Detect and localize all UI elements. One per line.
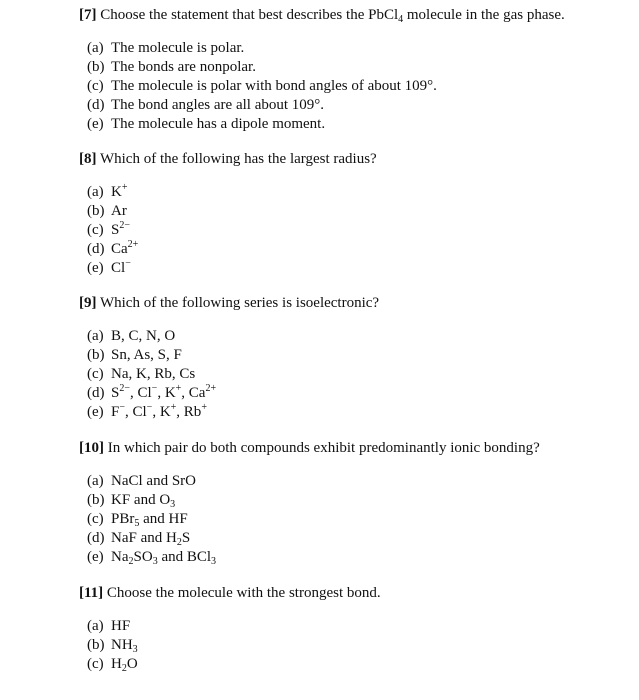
option-e: [87, 403, 216, 422]
question-text: In which pair do both compounds exhibit predominantly ionic bonding?: [107, 440, 540, 456]
option-b: [87, 202, 138, 221]
option-text: Na, K, Rb, Cs: [111, 366, 196, 382]
option-c: [87, 510, 216, 529]
option-text: NaF and $H_2S$: [111, 530, 191, 548]
option-letter: (b): [87, 59, 105, 75]
option-text: NaCl and SrO: [111, 473, 196, 489]
option-letter: (e): [87, 260, 104, 276]
option-letter: (a): [87, 40, 104, 56]
option-b: [87, 346, 216, 365]
option-text: Sn, As, S, F: [111, 347, 182, 363]
question-text: Which of the following series is isoelectronic?: [99, 295, 380, 311]
option-letter: (d): [87, 530, 105, 546]
option-text: F−, Cl−, K+, Rb+: [111, 402, 207, 420]
option-d: [87, 240, 138, 259]
option-text: B, C, N, O: [111, 328, 176, 344]
option-a: [87, 472, 216, 491]
option-text: The bond angles are all about 109°.: [111, 97, 325, 113]
option-text: $S^{2-}$: [111, 220, 130, 238]
question-number: [11]: [79, 585, 104, 601]
option-text: KF and $O_3$: [111, 492, 176, 510]
option-letter: (a): [87, 184, 104, 200]
option-letter: (b): [87, 637, 105, 653]
option-letter: (c): [87, 511, 104, 527]
option-a: [87, 327, 216, 346]
question-number: [10]: [79, 440, 104, 456]
options-list: [87, 39, 437, 134]
options-list: [87, 183, 138, 278]
option-letter: (a): [87, 473, 104, 489]
option-b: [87, 58, 437, 77]
question-number: [9]: [79, 295, 97, 311]
options-list: [87, 617, 138, 674]
option-letter: (e): [87, 116, 104, 132]
option-text: $S^{2-}$, Cl−, K+, $Ca^{2+}$: [111, 383, 217, 401]
option-text: HF: [111, 618, 131, 634]
option-letter: (d): [87, 241, 105, 257]
option-text: $Na_2SO_3$ and BCl$_3$: [111, 549, 217, 567]
options-list: [87, 327, 216, 422]
question-text: Choose the statement that best describes the PbCl$_4$ molecule in the gas phase.: [100, 7, 565, 25]
options-list: [87, 472, 216, 567]
option-letter: (c): [87, 222, 104, 238]
option-e: [87, 115, 437, 134]
option-e: [87, 259, 138, 278]
option-a: [87, 617, 138, 636]
option-letter: (d): [87, 97, 105, 113]
option-text: The molecule is polar with bond angles of about 109°.: [111, 78, 437, 94]
option-letter: (c): [87, 366, 104, 382]
option-text: $H_2O$: [111, 656, 138, 674]
option-text: K+: [111, 182, 128, 200]
option-text: The bonds are nonpolar.: [111, 59, 256, 75]
option-c: [87, 77, 437, 96]
option-e: [87, 548, 216, 567]
question-stem: [79, 150, 377, 168]
option-text: Cl−: [111, 258, 131, 276]
option-letter: (e): [87, 549, 104, 565]
option-b: [87, 636, 138, 655]
option-letter: (a): [87, 328, 104, 344]
option-letter: (b): [87, 347, 105, 363]
option-text: $Ca^{2+}$: [111, 239, 139, 257]
option-c: [87, 365, 216, 384]
option-c: [87, 655, 138, 674]
option-letter: (c): [87, 656, 104, 672]
question-stem: [79, 439, 540, 457]
option-a: [87, 39, 437, 58]
option-letter: (d): [87, 385, 105, 401]
option-d: [87, 529, 216, 548]
option-d: [87, 384, 216, 403]
option-text: PBr$_5$ and HF: [111, 511, 188, 529]
option-text: The molecule has a dipole moment.: [111, 116, 326, 132]
option-letter: (e): [87, 404, 104, 420]
option-d: [87, 96, 437, 115]
option-letter: (b): [87, 203, 105, 219]
option-text: $NH_3$: [111, 637, 138, 655]
question-text: Which of the following has the largest radius?: [99, 151, 377, 167]
question-number: [7]: [79, 7, 97, 23]
option-text: Ar: [111, 203, 127, 219]
question-stem: [79, 294, 379, 312]
question-stem: [79, 584, 381, 602]
option-letter: (a): [87, 618, 104, 634]
option-c: [87, 221, 138, 240]
question-stem: [79, 6, 565, 24]
option-a: [87, 183, 138, 202]
question-number: [8]: [79, 151, 97, 167]
question-text: Choose the molecule with the strongest bond.: [106, 585, 381, 601]
option-b: [87, 491, 216, 510]
option-letter: (c): [87, 78, 104, 94]
option-text: The molecule is polar.: [111, 40, 245, 56]
option-letter: (b): [87, 492, 105, 508]
